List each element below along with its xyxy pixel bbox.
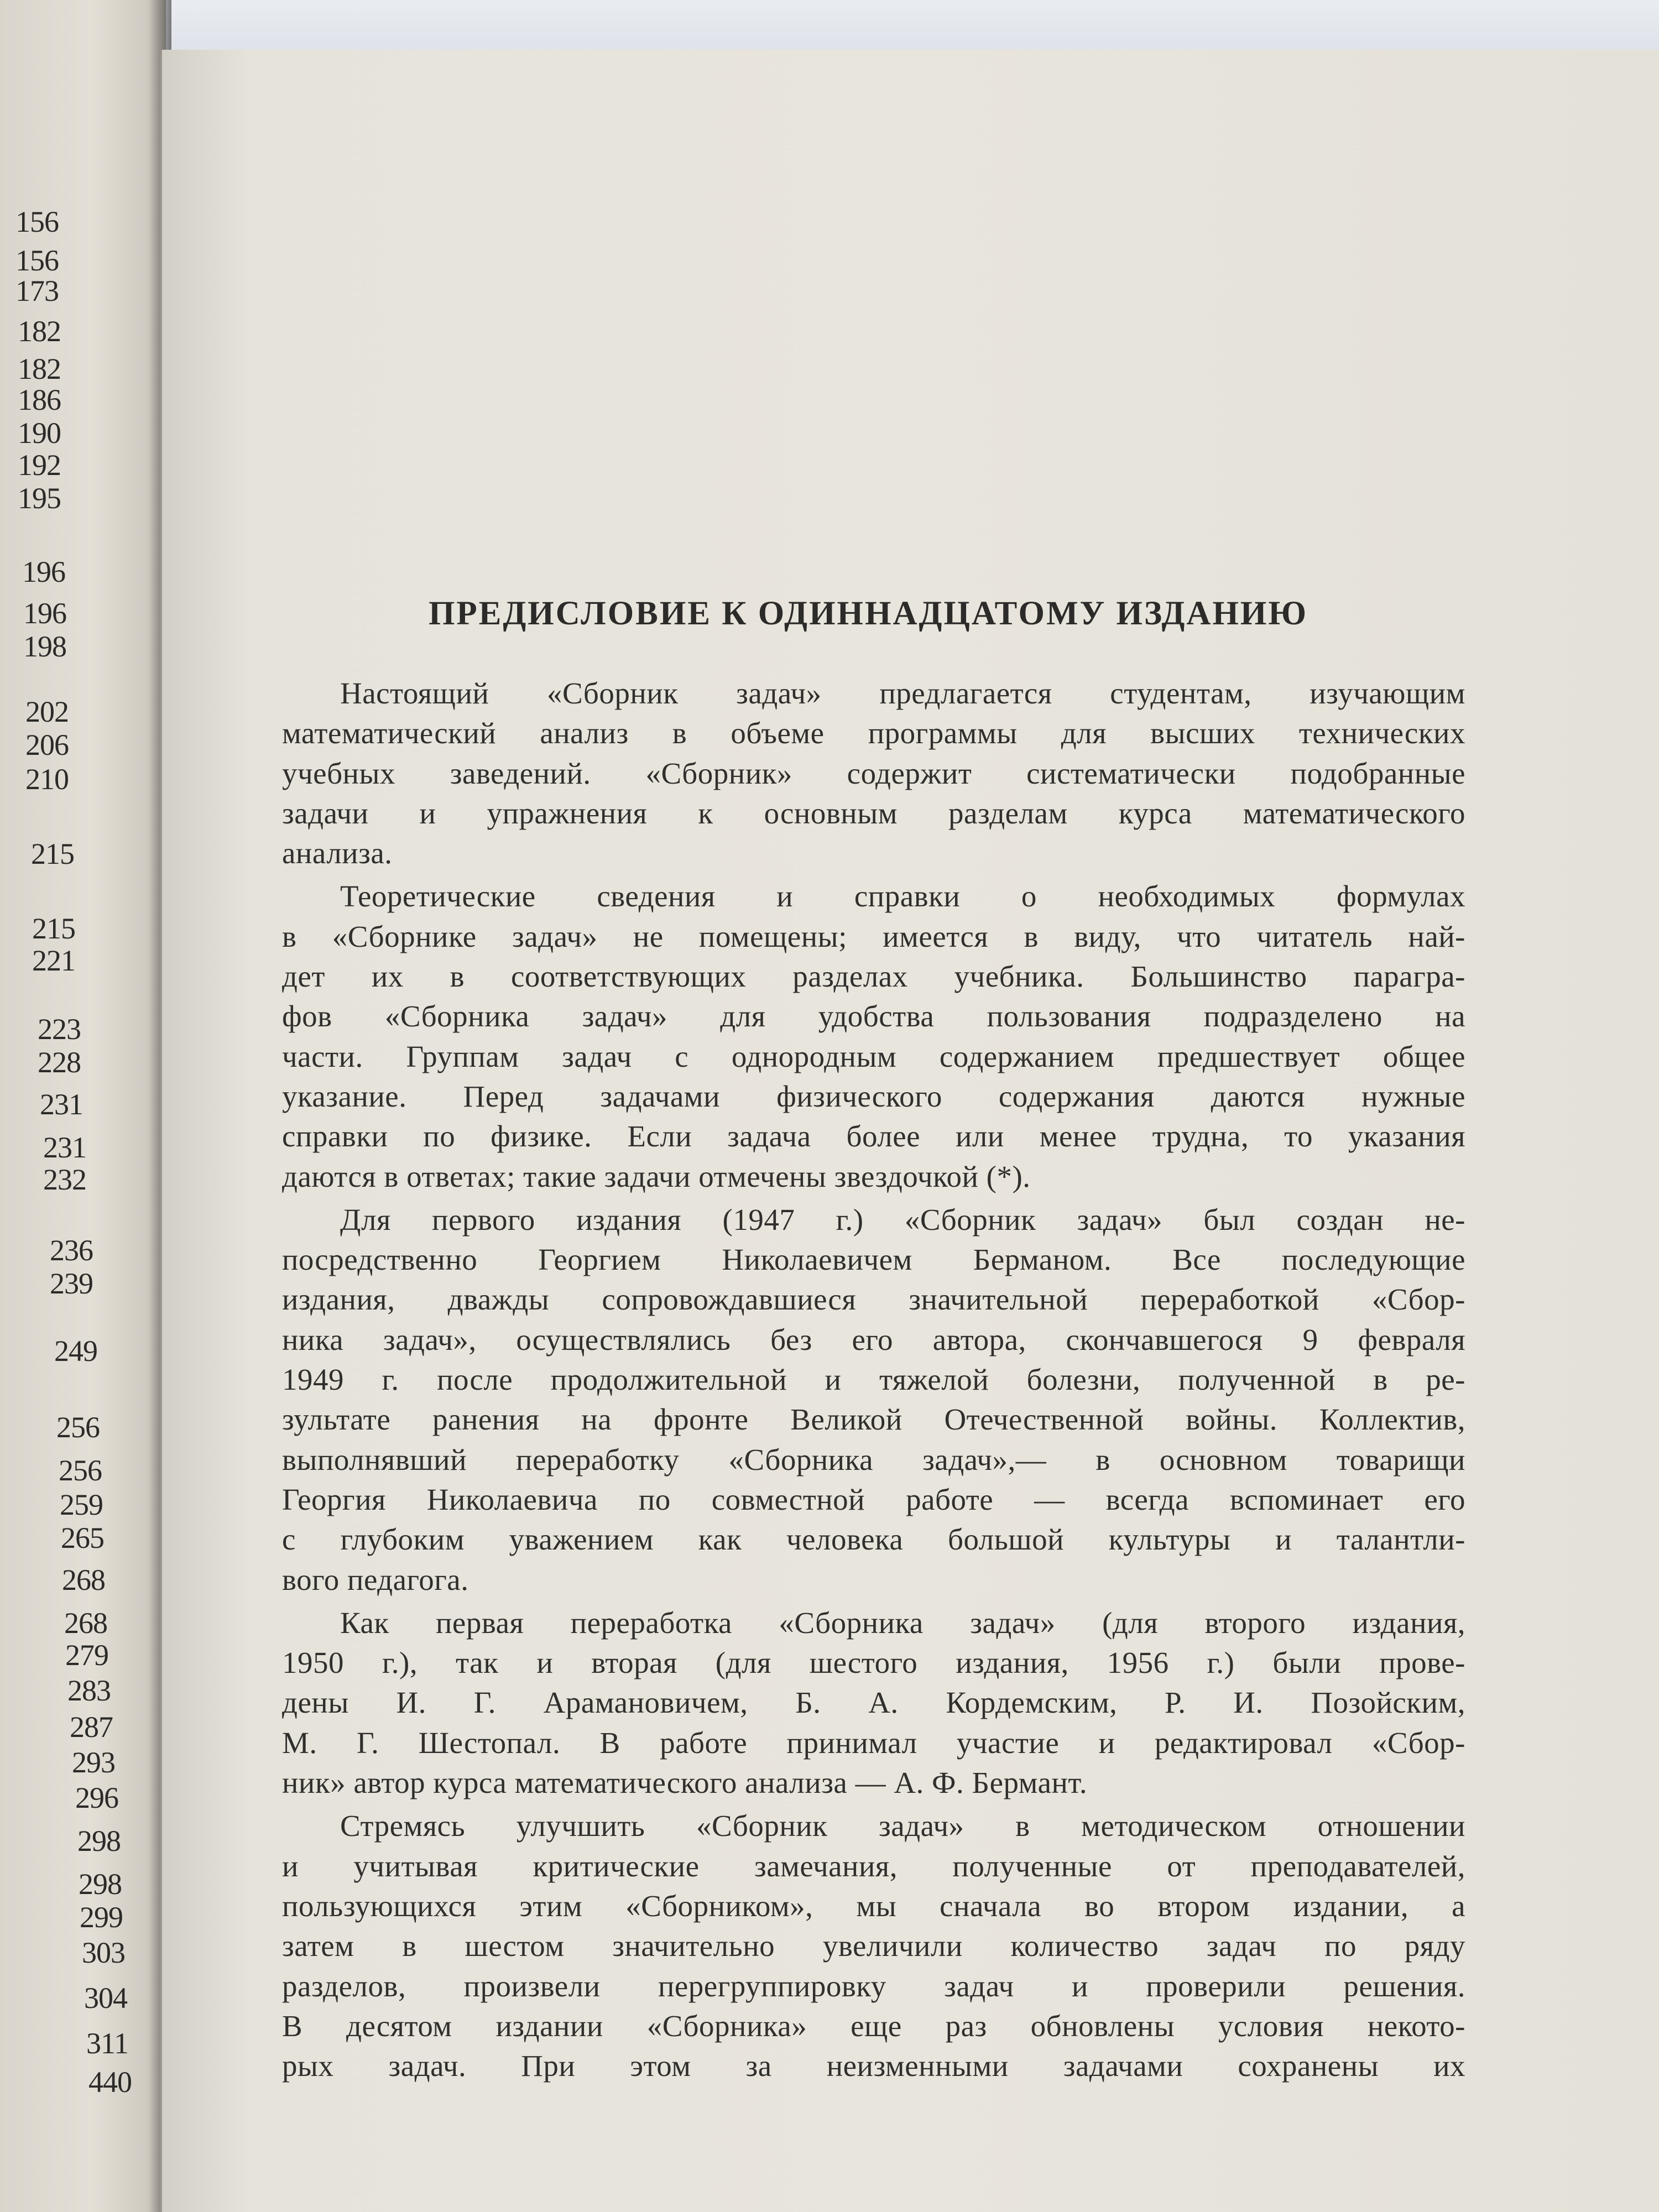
page-number: 298 [77,1824,121,1858]
page-number: 236 [50,1234,93,1267]
text-line: Георгия Николаевича по совместной работе — всегда вспоминает его [282,1482,1465,1516]
page-number: 186 [18,383,61,416]
page-number: 190 [18,416,61,450]
page-number: 195 [18,482,61,515]
text-line: и учитывая критические замечания, полученные от преподавателей, [282,1849,1465,1883]
page-number: 283 [67,1674,111,1707]
text-line: математический анализ в объеме программы для высших технических [282,716,1465,750]
text-line: Настоящий «Сборник задач» предлагается студентам, изучающим [340,676,1465,710]
text-line: затем в шестом значительно увеличили количество задач по ряду [282,1929,1465,1963]
page-number: 198 [23,630,66,663]
page-number: 231 [40,1088,83,1121]
page-number: 232 [43,1163,86,1196]
page-number: 440 [88,2065,132,2099]
preface-text [282,674,1465,2086]
page-number: 279 [65,1639,108,1672]
paragraph [282,877,1465,1196]
text-line: части. Группам задач с однородным содержанием предшествует общее [282,1039,1465,1073]
text-line: Как первая переработка «Сборника задач» (для второго издания, [340,1605,1465,1640]
page-number: 299 [80,1901,123,1934]
page-number: 296 [75,1781,118,1814]
text-line: разделов, произвели перегруппировку задач и проверили решения. [282,1969,1465,2003]
text-line: Стремясь улучшить «Сборник задач» в методическом отношении [340,1809,1465,1843]
page-number: 259 [60,1488,103,1521]
page-number: 256 [56,1411,100,1444]
page-number: 239 [50,1267,93,1300]
text-line: фов «Сборника задач» для удобства пользования подразделено на [282,999,1465,1034]
page-number: 173 [15,274,59,307]
page-number: 268 [62,1563,105,1597]
text-line: рых задач. При этом за неизменными задачами сохранены их [282,2049,1465,2083]
page-number: 206 [25,728,69,761]
page-number: 298 [79,1867,122,1901]
page-number: 215 [31,837,74,870]
text-line: пользующихся этим «Сборником», мы сначала во втором издании, а [282,1888,1465,1923]
page-number: 182 [18,352,61,385]
page-number: 210 [25,763,69,796]
page-number: 228 [38,1046,81,1079]
text-line: зультате ранения на фронте Великой Отечественной войны. Коллектив, [282,1402,1465,1437]
page-number: 192 [18,448,61,482]
page-number: 304 [84,1981,127,2015]
text-line: анализа. [282,836,393,870]
page-number: 287 [70,1710,113,1744]
page-number: 156 [15,244,59,277]
paragraph [282,1200,1465,1600]
paragraph [282,1603,1465,1803]
page-number: 196 [22,555,65,588]
text-line: Теоретические сведения и справки о необходимых формулах [340,879,1465,914]
text-line: дет их в соответствующих разделах учебника. Большинство парагра- [282,959,1465,994]
left-page-number-column [0,0,166,2212]
text-line: В десятом издании «Сборника» еще раз обновлены условия некото- [282,2008,1465,2043]
page-number: 293 [72,1746,115,1779]
text-line: издания, дважды сопровождавшиеся значительной переработкой «Сбор- [282,1282,1465,1317]
text-line: задачи и упражнения к основным разделам курса математического [282,796,1465,830]
text-line: вого педагога. [282,1562,469,1597]
page-number: 221 [32,944,75,977]
text-line: Для первого издания (1947 г.) «Сборник задач» был создан не- [340,1202,1465,1237]
page-number: 156 [15,205,59,238]
text-line: выполнявший переработку «Сборника задач»,— в основном товарищи [282,1442,1465,1477]
text-line: учебных заведений. «Сборник» содержит систематически подобранные [282,756,1465,790]
page-number: 196 [23,597,66,630]
page-number: 215 [32,912,75,945]
page-number: 223 [38,1013,81,1046]
text-line: даются в ответах; такие задачи отмечены звездочкой (*). [282,1159,1031,1193]
page-number: 182 [18,315,61,348]
paragraph [282,1806,1465,2086]
page-number: 265 [61,1521,104,1554]
page-number: 249 [54,1334,97,1368]
text-line: 1950 г.), так и вторая (для шестого издания, 1956 г.) были прове- [282,1646,1465,1680]
paragraph [282,674,1465,873]
page-number: 202 [25,695,69,728]
text-line: справки по физике. Если задача более или менее трудна, то указания [282,1119,1465,1154]
text-line: дены И. Г. Арамановичем, Б. А. Кордемским, Р. И. Позойским, [282,1686,1465,1720]
text-line: указание. Перед задачами физического содержания даются нужные [282,1079,1465,1113]
page-number: 311 [86,2027,128,2060]
text-line: ник» автор курса математического анализа — А. Ф. Бермант. [282,1766,1088,1800]
text-line: М. Г. Шестопал. В работе принимал участие и редактировал «Сбор- [282,1725,1465,1760]
page-number: 268 [64,1606,107,1640]
page-heading: ПРЕДИСЛОВИЕ К ОДИННАДЦАТОМУ ИЗДАНИЮ [428,595,1308,632]
text-line: в «Сборнике задач» не помещены; имеется в виду, что читатель най- [282,919,1465,953]
text-line: ника задач», осуществлялись без его автора, скончавшегося 9 февраля [282,1322,1465,1357]
page-number: 231 [43,1131,86,1164]
text-line: посредственно Георгием Николаевичем Берманом. Все последующие [282,1243,1465,1277]
text-line: с глубоким уважением как человека большой культуры и талантли- [282,1522,1465,1557]
page-number: 256 [59,1454,102,1487]
page-number: 303 [82,1936,125,1969]
text-line: 1949 г. после продолжительной и тяжелой болезни, полученной в ре- [282,1363,1465,1397]
